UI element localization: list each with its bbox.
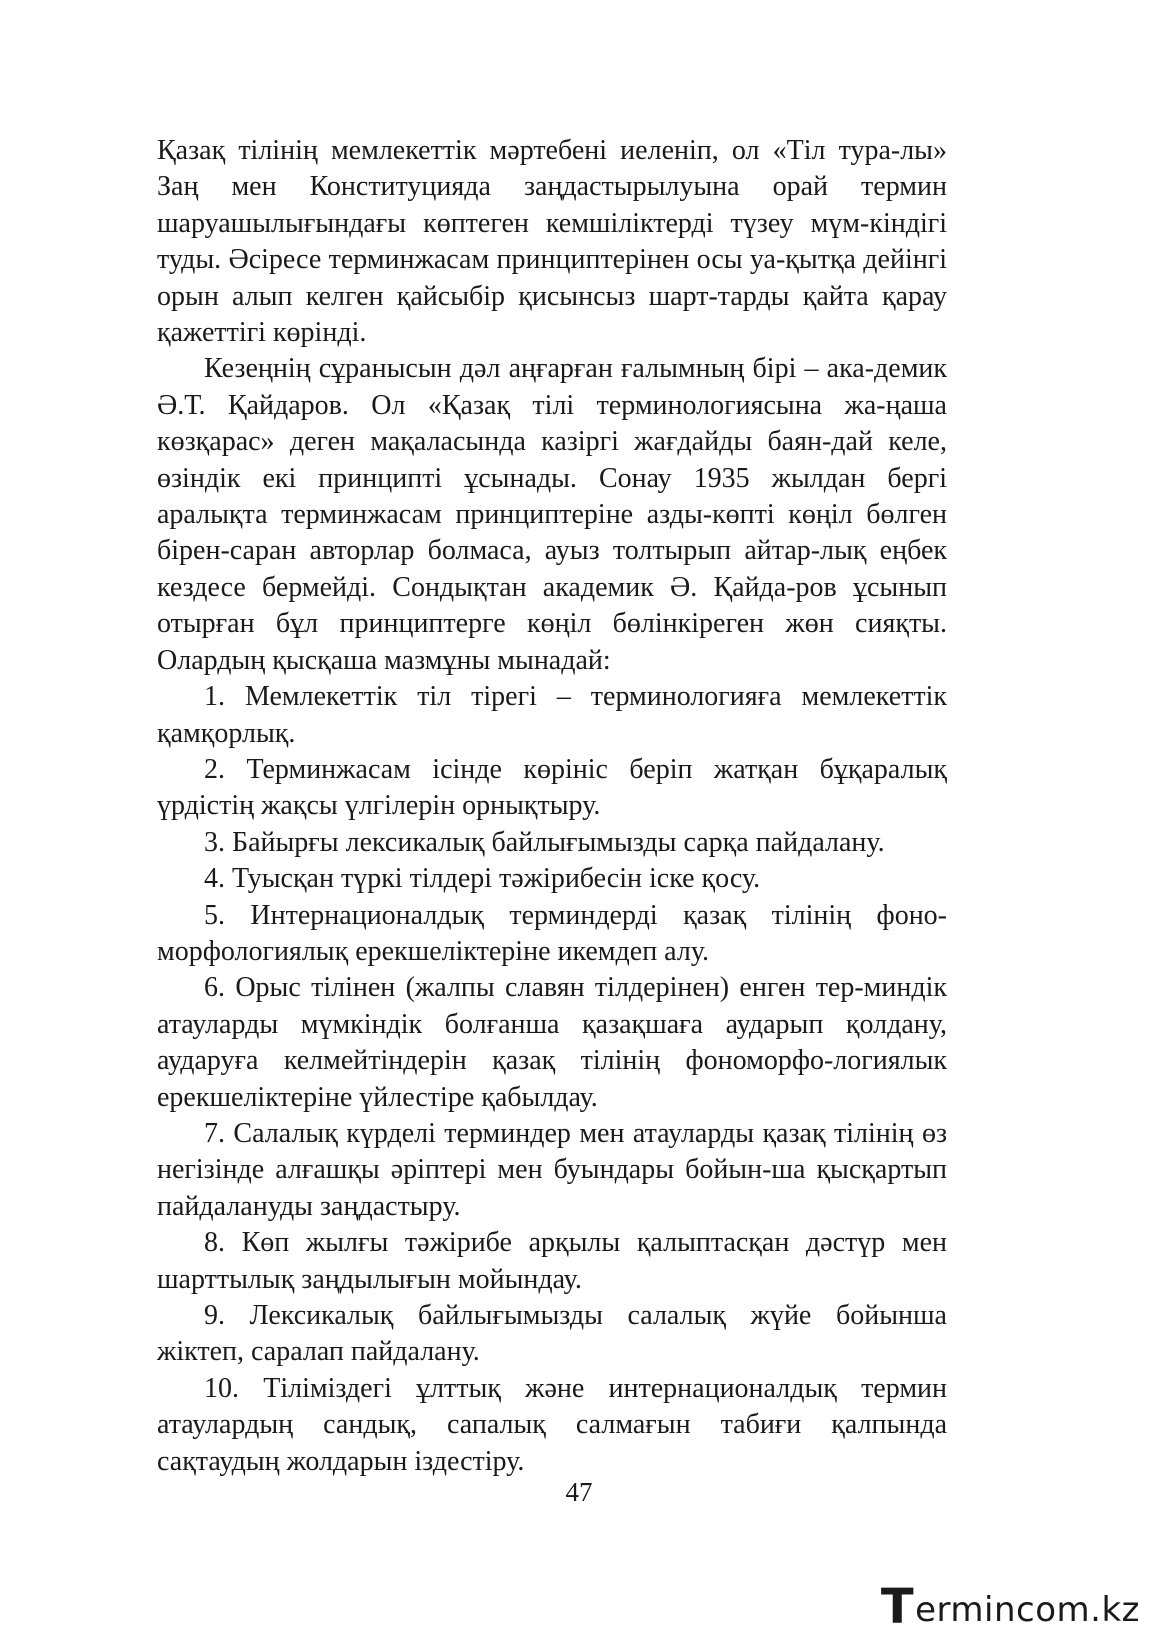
list-item-10: 10. Тіліміздегі ұлттық және интернационалдық термин атаулардың сандық, сапалық салмағын табиғи қалпында сақтаудың жолдарын іздестіру.	[157, 1372, 947, 1477]
list-item-5: 5. Интернационалдық терминдерді қазақ тілінің фоно-морфологиялық ерекшеліктеріне икемдеп алу.	[157, 899, 947, 967]
list-item-7: 7. Салалық күрделі терминдер мен атауларды қазақ тілінің өз негізінде алғашқы әріптері мен буындары бойын-ша қысқартып пайдалануды заңдастыру.	[157, 1117, 947, 1222]
watermark-initial: T	[880, 1579, 915, 1635]
list-item-8: 8. Көп жылғы тәжірибе арқылы қалыптасқан дәстүр мен шарттылық заңдылығын мойындау.	[157, 1227, 947, 1295]
body-text	[157, 133, 947, 1480]
list-item-3: 3. Байырғы лексикалық байлығымызды сарқа пайдалану.	[204, 826, 885, 858]
list-item-2: 2. Терминжасам ісінде көрініс беріп жатқан бұқаралық үрдістің жақсы үлгілерін орнықтыру.	[157, 753, 947, 822]
termincom-watermark-logo	[880, 1567, 1140, 1635]
paragraph-kaidarov: Кезеңнің сұранысын дәл аңғарған ғалымның бірі – ака-демик Ә.Т. Қайдаров. Ол «Қазақ тілі терминологиясына жа-ңаша көзқарас» деген мақаласында казіргі жағдайды баян-дай келе, өзіндік екі принципті ұсынады. Сонау 1935 жылдан бергі аралықта терминжасам принциптеріне азды-көпті көңіл бөлген бірен-саран авторлар болмаса, ауыз толтырып айтар-лық еңбек кездесе бермейді. Сондықтан академик Ә. Қайда-ров ұсынып отырған бұл принциптерге көңіл бөлінкіреген жөн сияқты. Олардың қысқаша мазмұны мынадай:	[157, 353, 947, 676]
paragraph-intro: Қазақ тілінің мемлекеттік мәртебені иеленіп, ол «Тіл тура-лы» Заң мен Конституцияда заңдастырылуына орай термин шаруашылығындағы көптеген кемшіліктерді түзеу мүм-кіндігі туды. Әсіресе терминжасам принциптерінен осы уа-қытқа дейінгі орын алып келген қайсыбір қисынсыз шарт-тарды қайта қарау қажеттігі көрінді.	[157, 135, 947, 349]
list-item-4: 4. Туысқан түркі тілдері тәжірибесін іске қосу.	[204, 863, 761, 895]
watermark-text: ermincom.kz	[915, 1590, 1140, 1630]
list-item-9: 9. Лексикалық байлығымызды салалық жүйе бойынша жіктеп, саралап пайдалану.	[157, 1300, 947, 1368]
list-item-6: 6. Орыс тілінен (жалпы славян тілдерінен) енген тер-миндік атауларды мүмкіндік болғанша қазақшаға аударып қолдану, аударуға келмейтіндерін қазақ тілінің фономорфо-логиялык ерекшеліктеріне үйлестіре қабылдау.	[157, 972, 947, 1113]
page-number: 47	[565, 1477, 593, 1507]
list-item-1: 1. Мемлекеттік тіл тірегі – терминологияға мемлекеттік қамқорлық.	[157, 681, 947, 749]
